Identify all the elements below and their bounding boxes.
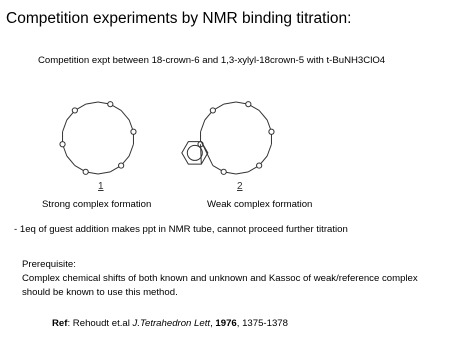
reference-label: Ref: [52, 318, 68, 329]
prerequisite-line-1: Complex chemical shifts of both known and unknown and Kassoc of weak/reference complex: [22, 273, 418, 284]
reference-journal: J.Tetrahedron Lett: [132, 318, 211, 329]
slide-subtitle: Competition expt between 18-crown-6 and 1,3-xylyl-18crown-5 with t-BuNH3ClO4: [38, 55, 386, 66]
reference: Ref: Rehoudt et.al J.Tetrahedron Lett, 1976, 1375-1378: [52, 318, 288, 329]
reference-pages: , 1375-1378: [236, 318, 288, 329]
crown-ether-18c6-structure: [60, 102, 136, 175]
oxygen-atom: [257, 163, 262, 168]
prerequisite-line-2: should be known to use this method.: [22, 287, 178, 298]
oxygen-atom: [119, 163, 124, 168]
compound-1-number: 1: [98, 181, 104, 192]
bullet-note: - 1eq of guest addition makes ppt in NMR tube, cannot proceed further titration: [14, 224, 348, 235]
reference-year: 1976: [215, 318, 237, 329]
crown-ether-structures: [58, 96, 278, 186]
slide-title: Competition experiments by NMR binding titration:: [6, 10, 352, 27]
reference-authors: : Rehoudt et.al: [67, 318, 133, 329]
compound-2-caption: Weak complex formation: [207, 199, 313, 210]
oxygen-atom: [72, 108, 77, 113]
compound-1-caption: Strong complex formation: [42, 199, 152, 210]
oxygen-atom: [83, 169, 88, 174]
prerequisite-heading: Prerequisite:: [22, 259, 76, 270]
prerequisite-block: [22, 258, 442, 300]
oxygen-atom: [210, 108, 215, 113]
oxygen-atom: [108, 102, 113, 107]
compound-2-number: 2: [237, 181, 243, 192]
oxygen-atom: [246, 102, 251, 107]
oxygen-atom: [60, 142, 65, 147]
oxygen-atom: [131, 129, 136, 134]
xylyl-crown-ether-structure: [182, 102, 274, 175]
oxygen-atom: [221, 169, 226, 174]
oxygen-atom: [269, 129, 274, 134]
